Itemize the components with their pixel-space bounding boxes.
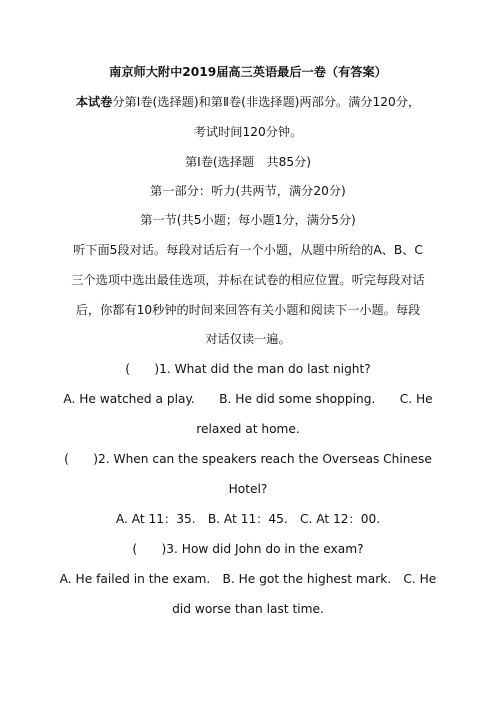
intro-line-2: 考试时间120分钟。 — [193, 125, 303, 139]
instruction-line: 对话仅读一遍。 — [205, 332, 291, 346]
instruction-line: 三个选项中选出最佳选项，并标在试卷的相应位置。听完每段对话 — [71, 273, 425, 287]
answer-blank: ( ) — [132, 542, 167, 556]
answer-blank: ( ) — [64, 452, 99, 466]
question-3-stem — [58, 541, 438, 557]
question-1-stem — [58, 361, 438, 377]
question-3-options: A. He failed in the exam. B. He got the highest mark. C. He — [59, 572, 437, 586]
document-title: 南京师大附中2019届高三英语最后一卷（有答案） — [109, 65, 387, 79]
intro-bold-lead: 本试卷 — [75, 95, 113, 109]
intro-line-1 — [58, 94, 438, 110]
question-3-options-cont: did worse than last time. — [172, 602, 324, 616]
section-heading: 第一部分：听力(共两节，满分20分) — [150, 184, 346, 198]
instruction-line: 后，你都有10秒钟的时间来回答有关小题和阅读下一小题。每段 — [75, 303, 421, 317]
intro-text: 分第Ⅰ卷(选择题)和第Ⅱ卷(非选择题)两部分。满分120分， — [112, 95, 421, 109]
question-text: 2. When can the speakers reach the Overseas Chinese — [98, 452, 432, 466]
instruction-line: 听下面5段对话。每段对话后有一个小题，从题中所给的A、B、C — [73, 243, 423, 257]
question-2-stem-cont: Hotel? — [228, 482, 268, 496]
subsection-heading: 第一节(共5小题；每小题1分，满分5分) — [140, 213, 356, 227]
question-2-stem — [58, 451, 438, 467]
answer-blank: ( ) — [125, 362, 160, 376]
question-2-options: A. At 11：35. B. At 11：45. C. At 12：00. — [115, 512, 381, 526]
part-heading: 第Ⅰ卷(选择题 共85分) — [184, 155, 312, 169]
question-1-options-cont: relaxed at home. — [196, 422, 300, 436]
question-text: 1. What did the man do last night? — [159, 362, 371, 376]
question-1-options: A. He watched a play. B. He did some shopping. C. He — [63, 392, 433, 406]
question-text: 3. How did John do in the exam? — [166, 542, 364, 556]
